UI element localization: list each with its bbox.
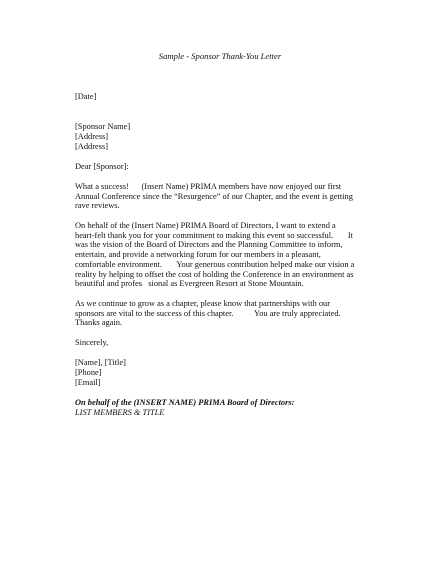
address-line-1: [Address] [75, 132, 109, 141]
board-signature-line: On behalf of the (INSERT NAME) PRIMA Board of Directors: [75, 398, 295, 407]
paragraph-2-line: On behalf of the (Insert Name) PRIMA Board of Directors, I want to extend a [75, 221, 336, 230]
paragraph-2-line: beautiful and profes sional as Evergreen Resort at Stone Mountain. [75, 279, 304, 288]
contact-phone: [Phone] [75, 368, 102, 377]
paragraph-2-line: was the vision of the Board of Directors and the Planning Committee to inform, [75, 240, 343, 249]
paragraph-1-line: Annual Conference since the “Resurgence” of our Chapter, and the event is getting [75, 192, 353, 201]
paragraph-3-line: Thanks again. [75, 318, 122, 327]
paragraph-3-line: sponsors are vital to the success of this chapter. You are truly appreciated. [75, 309, 341, 318]
paragraph-2-line: heart-felt thank you for your commitment to making this event so successful. It [75, 231, 353, 240]
date-line: [Date] [75, 92, 97, 101]
members-list-line: LIST MEMBERS & TITLE [75, 408, 165, 417]
paragraph-2-line: comfortable environment. Your generous contribution helped make our vision a [75, 260, 355, 269]
closing: Sincerely, [75, 338, 109, 347]
sponsor-name-line: [Sponsor Name] [75, 122, 131, 131]
letter-title: Sample - Sponsor Thank-You Letter [158, 51, 282, 61]
paragraph-2-line: entertain, and provide a networking forum for our members in a pleasant, [75, 250, 321, 259]
salutation: Dear [Sponsor]: [75, 162, 129, 171]
contact-email: [Email] [75, 378, 101, 387]
contact-name-title: [Name], [Title] [75, 358, 126, 367]
paragraph-1-line: rave reviews. [75, 201, 120, 210]
paragraph-3-line: As we continue to grow as a chapter, please know that partnerships with our [75, 299, 331, 308]
paragraph-1-line: What a success! (Insert Name) PRIMA members have now enjoyed our first [75, 182, 342, 191]
address-line-2: [Address] [75, 142, 109, 151]
paragraph-2-line: reality by helping to offset the cost of holding the Conference in an environment as [75, 270, 354, 279]
